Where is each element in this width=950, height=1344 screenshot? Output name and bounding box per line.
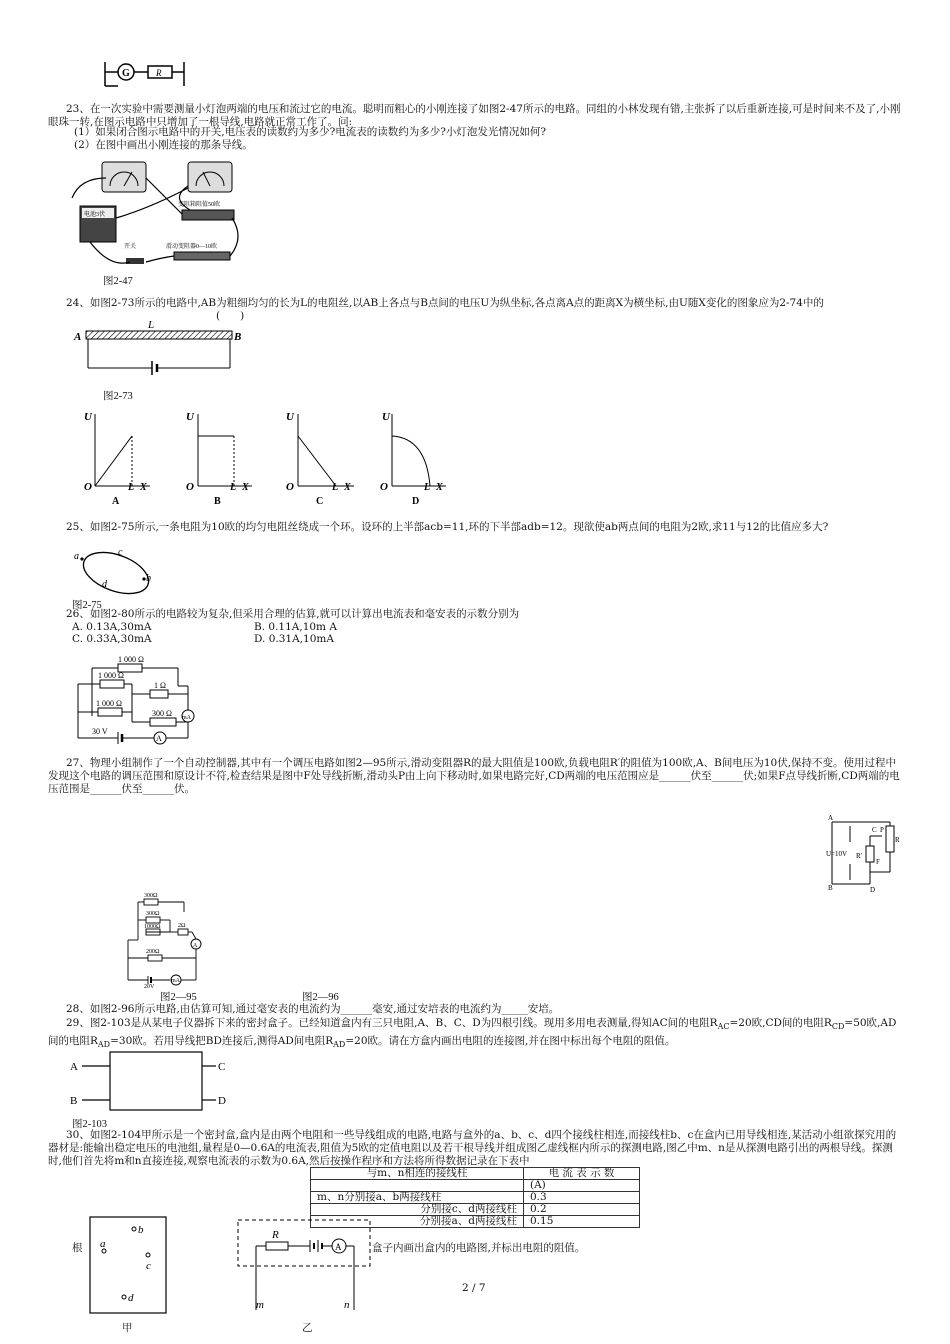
q24-answer-blank: ( ) <box>216 310 245 322</box>
graph-option-d <box>380 411 446 506</box>
fig-yi-caption: 乙 <box>302 1323 313 1334</box>
node-b-label: B <box>828 884 833 892</box>
slider-p-label: P <box>880 826 884 834</box>
r2-label: 300Ω <box>146 911 160 917</box>
q25-ring-figure <box>72 545 162 597</box>
table-unit: (A) <box>524 1180 640 1192</box>
axis-u-label: U <box>84 411 92 423</box>
axis-x-label: X <box>436 482 443 493</box>
r4-label: 1 000 Ω <box>96 699 122 708</box>
probe-ammeter-label: A <box>335 1242 342 1252</box>
option-b-label: B <box>214 496 221 506</box>
table-row: 分别接c、d两接线柱 0.2 <box>311 1204 640 1216</box>
rheostat-r-label: R <box>895 836 900 844</box>
voltage-label: 30 V <box>92 727 108 736</box>
battery-label: 电池3伏 <box>84 212 106 218</box>
lead-d-label: D <box>218 1095 226 1107</box>
top-circuit-fragment <box>100 60 195 92</box>
node-a-label: A <box>828 814 834 822</box>
voltage-label: 20V <box>144 984 155 988</box>
rheostat-box-label: 变阻箱阻值50欧 <box>178 202 221 208</box>
r5-label: 200Ω <box>146 949 160 955</box>
q23-stem: 23、在一次实验中需要测量小灯泡两端的电压和流过它的电流。聪明而粗心的小刚连接了如图2-47所示的电路。同组的小林发现有错,主张拆了以后重新连接,可是时间来不及了,小刚眼珠一转,在图示电路中只增加了一根导线,电路就正常工作了。问: <box>48 103 901 128</box>
axis-l-label: L <box>230 482 237 493</box>
origin-label: O <box>84 481 92 493</box>
q29-stem: 29、图2-103是从某电子仪器拆下来的密封盒子。已经知道盒内有三只电阻,A、B、C、D为四根引线。现用多用电表测量,得知AC间的电阻$R_{AC}=20$欧,CD间的电阻$R_{CD}=50$欧,AD间的电阻$R_{AD}=30$欧。若用导线把BD连接后,测得AD间电阻$R_{AD}=20$欧。请在方盒内画出电阻的连接图,并在图中标出每个电阻的阻值。 <box>48 1017 897 1050</box>
q25-fig-caption: 图2-75 <box>72 600 102 611</box>
q30-box-jia-figure <box>86 1215 172 1317</box>
q30-stem: 30、如图2-104甲所示是一个密封盒,盒内是由两个电阻和一些导线组成的电路,电路与盒外的a、b、c、d四个接线柱相连,而接线柱b、c在盒内已用导线相连,某活动小组欲探究用的器材是:能输出稳定电压的电池组,量程是0—0.6A的电流表,阻值为5欧的定值电阻以及若干根导线并组成图乙虚线框内所示的探测电路,图乙中m、n是从探测电路引出的两根导线。探测时,他们首先将m和n直接连接,观察电流表的示数为0.6A,然后按操作程序和方法将所得数据记录在下表中 <box>48 1129 897 1167</box>
switch-label: 开关 <box>124 244 137 250</box>
axis-l-label: L <box>128 482 135 493</box>
ammeter-label: A <box>193 943 198 949</box>
q24-graph-options <box>80 406 480 506</box>
axis-x-label: X <box>242 482 249 493</box>
point-b-label: B <box>234 331 242 343</box>
ring-point-b-label: b <box>146 573 151 584</box>
table-row: m、n分别接a、b两接线柱 0.3 <box>311 1192 640 1204</box>
graph-option-c <box>286 411 354 506</box>
option-a-label: A <box>112 496 120 506</box>
break-f-label: F <box>876 858 880 866</box>
q24-stem: 24、如图2-73所示的电路中,AB为粗细均匀的长为L的电阻丝,以AB上各点与B点间的电压U为纵坐标,各点离A点的距离X为横坐标,由U随X变化的图象应为2-74中的 <box>66 297 824 309</box>
terminal-d-label: d <box>128 1292 134 1304</box>
q26-choice-c: C. 0.33A,30mA <box>72 633 152 645</box>
r3-label: 1000Ω <box>144 924 161 930</box>
r5-label: 300 Ω <box>152 709 172 718</box>
origin-label: O <box>286 481 294 493</box>
q30-probe-yi-figure <box>236 1218 376 1312</box>
origin-label: O <box>380 481 388 493</box>
ammeter-label: A <box>156 734 162 743</box>
fig-jia-caption: 甲 <box>122 1323 133 1334</box>
q26-choice-b: B. 0.11A,10m A <box>254 621 337 633</box>
axis-u-label: U <box>286 411 294 423</box>
node-c-label: C <box>872 826 877 834</box>
axis-x-label: X <box>140 482 147 493</box>
option-c-label: C <box>316 496 324 506</box>
q25-stem: 25、如图2-75所示,一条电阻为10欧的均匀电阻丝绕成一个环。设环的上半部acb=11,环的下半部adb=12。现欲使ab两点间的电阻为2欧,求11与12的比值应多大? <box>66 521 829 533</box>
q24-resistance-wire-figure <box>72 318 252 384</box>
table-header-current: 电 流 表 示 数 <box>524 1168 640 1180</box>
galvanometer-label: G <box>122 68 130 79</box>
axis-x-label: X <box>344 482 351 493</box>
q29-fig-caption: 图2-103 <box>72 1119 107 1130</box>
page-number: 2 / 7 <box>462 1282 486 1294</box>
r3-label: 1 Ω <box>154 681 166 690</box>
axis-l-label: L <box>424 482 431 493</box>
q26-stem: 26、如图2-80所示的电路较为复杂,但采用合理的估算,就可以计算出电流表和毫安表的示数分别为 <box>66 608 520 620</box>
point-a-label: A <box>74 331 82 343</box>
option-d-label: D <box>412 496 420 506</box>
q23-fig-caption: 图2-47 <box>103 276 133 287</box>
q29-sealed-box-figure <box>66 1048 236 1114</box>
load-r-label: R' <box>856 852 862 860</box>
source-voltage-label: U=10V <box>826 850 848 858</box>
slide-rheostat-label: 滑动变阻器0—10欧 <box>166 244 218 250</box>
axis-u-label: U <box>186 411 194 423</box>
q26-circuit-figure <box>70 654 210 750</box>
milliammeter-label: mA <box>171 978 180 984</box>
q30-tail-left: 根 <box>72 1242 83 1254</box>
q27-stem: 27、物理小组制作了一个自动控制器,其中有一个调压电路如图2—95所示,滑动变阻器R的最大阻值是100欧,负载电阻R′的阻值为100欧,A、B间电压为10伏,保持不变。使用过程中发现这个电路的调压范围和原设计不符,检查结果是图中F处导线折断,滑动头P由上向下移动时,如果电路完好,CD两端的电压范围应是______伏至______伏;如果F点导线折断,CD两端的电压范围是______伏至______伏。 <box>48 757 900 795</box>
lead-a-label: A <box>70 1061 78 1073</box>
q28-stem: 28、如图2-96所示电路,由估算可知,通过毫安表的电流约为______毫安,通过安培表的电流约为_____安培。 <box>66 1003 560 1015</box>
q24-fig-caption: 图2-73 <box>103 391 133 402</box>
graph-option-a <box>84 411 150 506</box>
q27-divider-circuit <box>822 814 902 894</box>
q23-sub2: (2）在图中画出小刚连接的那条导线。 <box>74 139 253 151</box>
probe-r-label: R <box>272 1229 279 1241</box>
q26-choice-a: A. 0.13A,30mA <box>72 621 152 633</box>
milliammeter-label: mA <box>182 715 191 721</box>
fig-2-95-caption: 图2—95 <box>160 992 197 1003</box>
q28-circuit-figure <box>126 888 216 988</box>
fig-2-96-caption: 图2—96 <box>302 992 339 1003</box>
table-row: 分别接a、d两接线柱 0.15 <box>311 1216 640 1228</box>
r1-label: 300Ω <box>144 893 158 899</box>
terminal-a-label: a <box>100 1238 106 1250</box>
node-d-label: D <box>870 886 876 894</box>
lead-b-label: B <box>70 1095 78 1107</box>
r4-label: 2Ω <box>178 923 186 929</box>
r1-label: 1 000 Ω <box>118 655 144 664</box>
q26-choice-d: D. 0.31A,10mA <box>254 633 334 645</box>
r2-label: 1 000 Ω <box>98 671 124 680</box>
axis-u-label: U <box>382 411 390 423</box>
q30-tail-right: 盒子内画出盒内的电路图,并标出电阻的阻值。 <box>372 1242 586 1254</box>
probe-m-label: m <box>256 1299 264 1311</box>
ring-point-a-label: a <box>74 551 79 562</box>
table-header-terminals: 与m、n相连的接线柱 <box>311 1168 524 1180</box>
graph-option-b <box>186 411 252 506</box>
ring-point-d-label: d <box>102 579 107 590</box>
terminal-b-label: b <box>138 1224 144 1236</box>
probe-n-label: n <box>344 1299 350 1311</box>
terminal-c-label: c <box>146 1260 151 1272</box>
resistor-label: R <box>156 68 162 78</box>
q23-sub1: (1）如果闭合图示电路中的开关,电压表的读数约为多少?电流表的读数约为多少?小灯泡发光情况如何? <box>74 126 547 138</box>
lead-c-label: C <box>218 1061 226 1073</box>
axis-l-label: L <box>332 482 339 493</box>
q23-apparatus-figure <box>70 158 250 276</box>
ring-point-c-label: c <box>118 547 123 558</box>
wire-length-label: L <box>148 319 155 331</box>
origin-label: O <box>186 481 194 493</box>
